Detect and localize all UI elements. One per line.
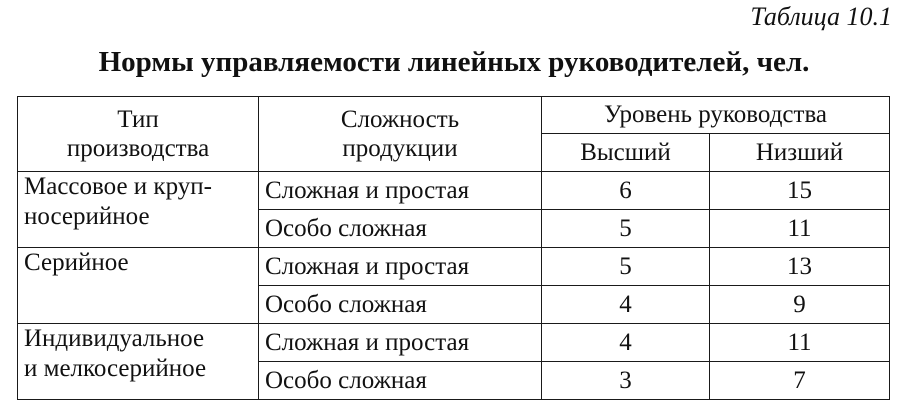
header-management-level: Уровень руководства xyxy=(542,97,890,134)
production-type-cell: Индивидуальное и мелкосерийное xyxy=(18,324,259,400)
complexity-cell: Особо сложная xyxy=(259,286,542,324)
complexity-cell: Особо сложная xyxy=(259,362,542,400)
header-production-type: Тип производства xyxy=(18,97,259,172)
header-product-complexity: Сложность продукции xyxy=(259,97,542,172)
table-row xyxy=(18,248,890,286)
table-row xyxy=(18,324,890,362)
table-row xyxy=(18,172,890,210)
low-level-value: 7 xyxy=(710,362,890,400)
high-level-value: 6 xyxy=(542,172,710,210)
high-level-value: 3 xyxy=(542,362,710,400)
table-caption: Таблица 10.1 xyxy=(750,2,892,31)
high-level-value: 5 xyxy=(542,210,710,248)
high-level-value: 4 xyxy=(542,286,710,324)
table-title: Нормы управляемости линейных руководителей, чел. xyxy=(98,46,810,78)
norms-table xyxy=(17,96,890,400)
low-level-value: 9 xyxy=(710,286,890,324)
complexity-cell: Сложная и простая xyxy=(259,248,542,286)
high-level-value: 5 xyxy=(542,248,710,286)
low-level-value: 15 xyxy=(710,172,890,210)
high-level-value: 4 xyxy=(542,324,710,362)
header-level-high: Высший xyxy=(542,134,710,172)
low-level-value: 11 xyxy=(710,210,890,248)
table-header-row xyxy=(18,97,890,134)
production-type-cell: Массовое и круп- носерийное xyxy=(18,172,259,248)
complexity-cell: Особо сложная xyxy=(259,210,542,248)
complexity-cell: Сложная и простая xyxy=(259,324,542,362)
low-level-value: 11 xyxy=(710,324,890,362)
production-type-cell: Серийное xyxy=(18,248,259,324)
low-level-value: 13 xyxy=(710,248,890,286)
header-level-low: Низший xyxy=(710,134,890,172)
complexity-cell: Сложная и простая xyxy=(259,172,542,210)
